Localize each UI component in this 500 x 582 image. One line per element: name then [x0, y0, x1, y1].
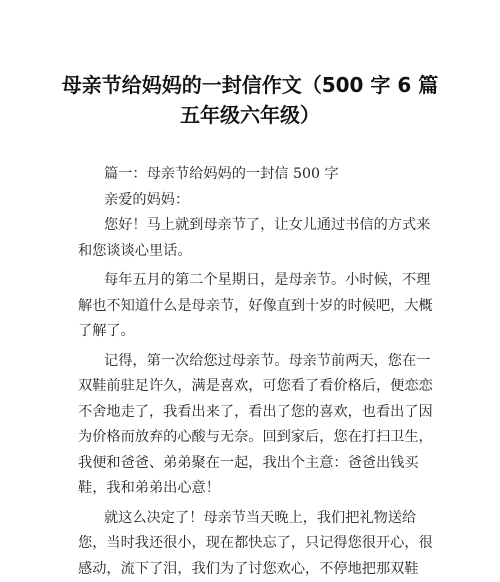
text-line: 和您谈谈心里话。 — [78, 239, 426, 265]
text-line: 解也不知道什么是母亲节，好像直到十岁的时候吧，大概 — [78, 294, 426, 320]
text-line: 就这么决定了！母亲节当天晚上，我们把礼物送给 — [78, 506, 426, 532]
section-heading: 篇一：母亲节给妈妈的一封信 500 字 — [78, 162, 426, 188]
document-title-line-2: 五年级六年级） — [40, 100, 460, 130]
document-body — [78, 162, 426, 582]
text-line: 不舍地走了，我看出来了，看出了您的喜欢，也看出了因 — [78, 400, 426, 426]
text-line: 鞋，我和弟弟出心意！ — [78, 476, 426, 502]
text-line: 您好！马上就到母亲节了，让女儿通过书信的方式来 — [78, 213, 426, 239]
text-line: 我便和爸爸、弟弟聚在一起，我出个主意：爸爸出钱买 — [78, 451, 426, 477]
paragraph-4 — [78, 506, 426, 582]
paragraph-1 — [78, 213, 426, 264]
text-line: 感动，流下了泪，我们为了讨您欢心，不停地把那双鞋 — [78, 557, 426, 582]
text-line: 双鞋前驻足许久，满是喜欢，可您看了看价格后，便恋恋 — [78, 374, 426, 400]
salutation: 亲爱的妈妈： — [78, 188, 426, 214]
document-title-line-1: 母亲节给妈妈的一封信作文（500 字 6 篇 — [40, 70, 460, 100]
text-line: 了解了。 — [78, 319, 426, 345]
text-line: 记得，第一次给您过母亲节。母亲节前两天，您在一 — [78, 349, 426, 375]
paragraph-2 — [78, 268, 426, 345]
text-line: 每年五月的第二个星期日，是母亲节。小时候，不理 — [78, 268, 426, 294]
text-line: 为价格而放弃的心酸与无奈。回到家后，您在打扫卫生， — [78, 425, 426, 451]
paragraph-3 — [78, 349, 426, 502]
text-line: 您，当时我还很小，现在都快忘了，只记得您很开心，很 — [78, 531, 426, 557]
